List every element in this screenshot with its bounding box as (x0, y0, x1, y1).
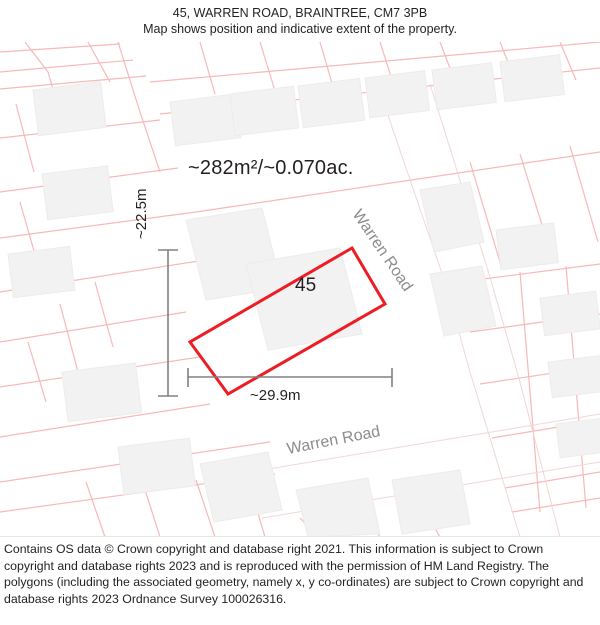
width-measure-line (188, 368, 392, 387)
area-label: ~282m²/~0.070ac. (188, 157, 354, 179)
map-header (0, 0, 600, 42)
width-label: ~29.9m (250, 387, 301, 404)
height-label: ~22.5m (133, 188, 150, 239)
height-measure-line (158, 250, 178, 396)
map-canvas[interactable] (0, 42, 600, 537)
copyright-text: Contains OS data © Crown copyright and database right 2021. This information is subject to Crown copyright and database rights 2023 and is reproduced with the permission of HM Land Registry. The polygons (including the associated geometry, namely x, y co-ordinates) are subject to Crown copyright and database rights 2023 Ordnance Survey 100026316. (4, 542, 584, 606)
page-subtitle: Map shows position and indicative extent of the property. (143, 22, 457, 36)
page-title: 45, WARREN ROAD, BRAINTREE, CM7 3PB (172, 6, 428, 20)
plot-number-label: 45 (295, 275, 317, 296)
map-footer (0, 537, 600, 625)
road-label-upper: Warren Road (348, 206, 416, 295)
road-label-lower: Warren Road (285, 423, 382, 458)
